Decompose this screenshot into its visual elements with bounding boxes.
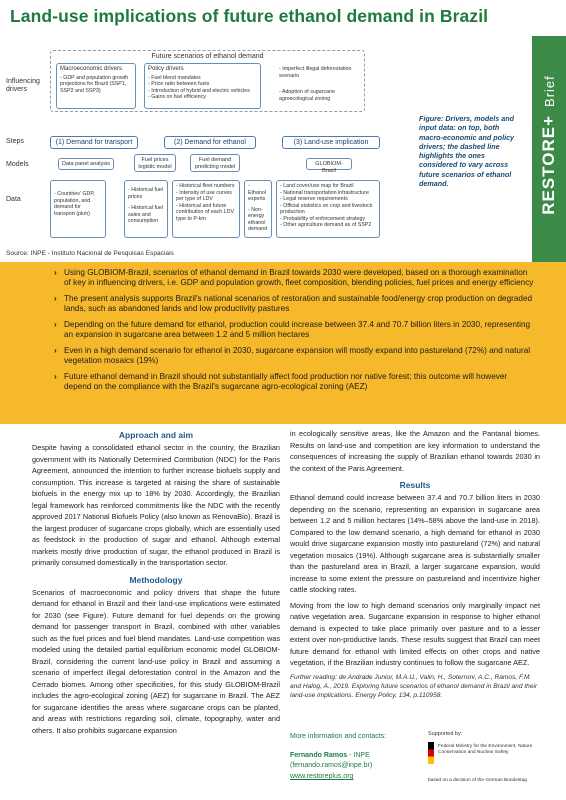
data-box-land — [276, 180, 380, 238]
german-flag-icon — [428, 742, 434, 764]
other-item: - Imperfect illegal deforestation scenario — [279, 66, 352, 79]
step-land-use: (3) Land-use implication — [282, 136, 380, 149]
step-transport: (1) Demand for transport — [50, 136, 138, 149]
arrow-icon: › — [54, 268, 57, 277]
policy-title: Policy drivers — [148, 66, 184, 72]
policy-item: - Introduction of hybrid and electric vehicles — [148, 87, 250, 94]
data-box-countries — [50, 180, 106, 238]
label-drivers: Influencing drivers — [6, 78, 40, 93]
data-item: - Historical and future contribution of each LDV type to P-km — [176, 202, 235, 222]
results-heading: Results — [399, 480, 431, 490]
data-box-fleet — [172, 180, 240, 238]
label-data: Data — [6, 196, 21, 203]
arrow-icon: › — [54, 371, 57, 381]
results-paragraph-1: Ethanol demand could increase between 37.4 and 70.7 billion liters in 2030 depending on the scenario, representing an expansion in sugarcane area between 1.2 and 5 million hectares (14%–58% above the land-use in 2018). Compared to the low demand scenario, a high demand for ethanol in 2030 would drive sugarcane expansion mostly into pastureland (72%) and natural vegetation mosaics (19%). Although sugarcane area is substantially smaller than the pastureland area in Brazil, a larger sugarcane expansion, would increase to some extent the pressure on pastureland and incentivize higher cattle stocking rates. — [290, 493, 540, 594]
highlights-panel — [0, 262, 566, 424]
data-item: - Historical fuel sales and consumption — [128, 205, 164, 224]
data-item: - Legal reserve requirements — [280, 196, 348, 202]
data-item: - Historical fleet numbers — [176, 183, 235, 189]
model-fuel-prices: Fuel prices logistic model — [134, 154, 176, 172]
model-data-panel: Data panel analysis — [58, 158, 114, 170]
data-item: - Countries' GDP, population, and demand for transport (pkm) — [54, 191, 95, 217]
other-item: - Adoption of sugarcane agroecological zoning — [279, 89, 335, 102]
label-models: Models — [6, 161, 29, 168]
approach-heading: Approach and aim — [118, 430, 194, 440]
arrow-icon: › — [54, 319, 57, 329]
data-item: - Non-energy ethanol demand — [248, 206, 268, 232]
highlight-item: › Using GLOBIOM-Brazil, scenarios of ethanol demand in Brazil towards 2030 were developed, based on a thorough examination of key in influencing drivers, i.e. GDP and population growth, fleet composition, blending policies, fuel prices and energy efficiency — [54, 268, 534, 288]
brand-suffix: Brief — [542, 75, 557, 107]
methodology-heading: Methodology — [129, 574, 183, 585]
highlight-item: › Depending on the future demand for ethanol, production could increase between 37.4 and 70.7 billion liters in 2030, representing an expansion in sugarcane area between 1.2 and 5 million hectares — [54, 319, 531, 340]
arrow-icon: › — [54, 293, 57, 303]
data-item: - Other agriculture demand as of SSP2 — [280, 222, 372, 228]
model-globiom: GLOBIOM-Brazil — [306, 158, 352, 170]
brand-name: RESTORE+ — [539, 114, 558, 215]
model-fuel-demand: Fuel demand predicting model — [190, 154, 240, 172]
approach-text: Despite having a consolidated ethanol sector in the country, the Brazilian government with its Nationally Determined Contribution (NDC) for the Paris Agreement, announced the intention to further increase biofuels supply and consumption. This increase is targeted at raising the share of sustainable biofuels in the energy mix up to 18% by 2030. Accordingly, the Brazilian legal framework has reinforced commitments like the NDC with the recently approved 2017 National Biofuels Policy (also known as RenovaBio). Brazil is the largest producer of sugarcane crops globally, which are essentially used as feedstock in the production of sugar and ethanol. Although external markets mostly drive production of sugar, the ethanol produced in Brazil is primarily consumed domestically in the transportation sector. — [32, 443, 280, 567]
macro-drivers-box — [56, 63, 136, 109]
intro-continued: in ecologically sensitive areas, like the Amazon and the Pantanal biomes. Results on land-use and competition are key information to understand the consequences of increasing the supply of Brazilian ethanol towards 2030 in the context of the Paris Agreement. — [290, 429, 540, 473]
website-link[interactable]: www.restoreplus.org — [290, 773, 354, 780]
page-title: Land-use implications of future ethanol demand in Brazil — [10, 6, 489, 26]
policy-item: - Price ratio between fuels — [148, 81, 210, 87]
macro-title: Macroeconomic drivers — [60, 66, 123, 72]
diagram-header: Future scenarios of ethanol demand — [151, 53, 264, 60]
bundestag-note: based on a decision of the German Bundestag — [428, 778, 527, 783]
policy-drivers-box — [144, 63, 261, 109]
contact-title: More information and contacts: — [290, 733, 387, 740]
data-item: - Intensity of use curves per type of LDV — [176, 189, 232, 202]
step-ethanol: (2) Demand for ethanol — [164, 136, 256, 149]
policy-item: - Gains on fuel efficiency — [148, 94, 206, 100]
data-item: - Ethanol exports — [248, 183, 266, 202]
right-column — [290, 428, 540, 704]
data-item: - National transportation infrastructure — [280, 189, 369, 196]
methodology-text: Scenarios of macroeconomic and policy drivers that shape the future demand for ethanol in Brazil and their land-use implications were estimated for 2030 (see Figure). Future demand for fuel depends on the growing demand for passenger transport in Brazil, combined with other variables such as the fuel prices and fuel blend mandates. Land-use competition was modeled using the detailed partial equilibrium economic model GLOBIOM-Brazil, considering the current land-use policy in Brazil and assuming a scenario of imperfect illegal deforestation control in the Amazon and the Cerrado biomes. Among other specificities, for this study GLOBIOM-Brazil includes the agro-ecological zoning (AEZ) for sugarcane in Brazil. The AEZ for sugarcane identifies the areas where sugarcane crops can be planted, and areas with restrictions regarding soil, climate, topography, water and others. It also prohibits sugarcane expansion — [32, 587, 280, 735]
data-box-exports — [244, 180, 272, 238]
highlight-item: › Even in a high demand scenario for ethanol in 2030, sugarcane expansion will mostly expand into pastureland (72%) and natural vegetation mosaics (19%) — [54, 345, 531, 365]
data-item: - Historical fuel prices — [128, 187, 164, 200]
brand-logo — [536, 40, 562, 250]
data-item: - Official statistics on crop and livestock production — [280, 202, 373, 215]
results-paragraph-2: Moving from the low to high demand scenarios only marginally impact net native vegetation area. Sugarcane expansion in response to higher ethanol demand is expected to take place primarily over pasture and to a lesser extent over non-productive lands. These results suggest that Brazil can meet future demand for ethanol with limited effects on other crops and native vegetation, if the Brazilian industry continues to follow the sugarcane AEZ. — [290, 600, 540, 667]
ministry-name: Federal Ministry for the Environment, Nature Conservation and Nuclear Safety — [438, 744, 533, 755]
further-reading: Further reading: de Andrade Junior, M.A.U., Valin, H., Soterroni, A.C., Ramos, F.M. and Halog, A., 2019. Exploring future scenarios of ethanol demand in Brazil and their land-use implications. Energy Policy, 134, p.110958. — [290, 673, 538, 699]
figure-caption: Figure: Drivers, models and input data: on top, both macro-economic and policy drivers; the dashed line highlights the ones considered to vary across future scenarios of ethanol demand. — [419, 114, 515, 189]
figure-source: Source: INPE - Instituto Nacional de Pesquisas Espaciais — [6, 250, 174, 257]
supported-by-label: Supported by: — [428, 731, 463, 737]
other-drivers-box — [276, 58, 368, 112]
macro-item: - GDP and population growth projections for Brazil (SSP1, SSP2 and SSP3) — [60, 74, 129, 94]
data-item: - Land cover/use map for Brazil — [280, 183, 354, 189]
label-steps: Steps — [6, 138, 24, 145]
data-box-fuel — [124, 180, 168, 238]
highlight-item: › Future ethanol demand in Brazil should not substantially affect food production nor native forest; this outcome will however depend on the compliance with the Brazil's sugarcane agro-ecological zoning (AEZ) — [54, 371, 508, 391]
left-column — [32, 428, 280, 740]
drivers-diagram — [4, 50, 412, 250]
arrow-icon: › — [54, 345, 57, 355]
policy-item: - Fuel blend mandates — [148, 74, 201, 81]
contact-email[interactable]: (fernando.ramos@inpe.br) — [290, 762, 373, 769]
data-item: - Probability of enforcement strategy — [280, 215, 366, 222]
highlight-item: › The present analysis supports Brazil's national scenarios of restoration and sustainable food/energy crop production on degraded lands, such as abandoned lands and low productivity pastures — [54, 293, 533, 314]
contact-name: Fernando Ramos - INPE — [290, 752, 370, 759]
